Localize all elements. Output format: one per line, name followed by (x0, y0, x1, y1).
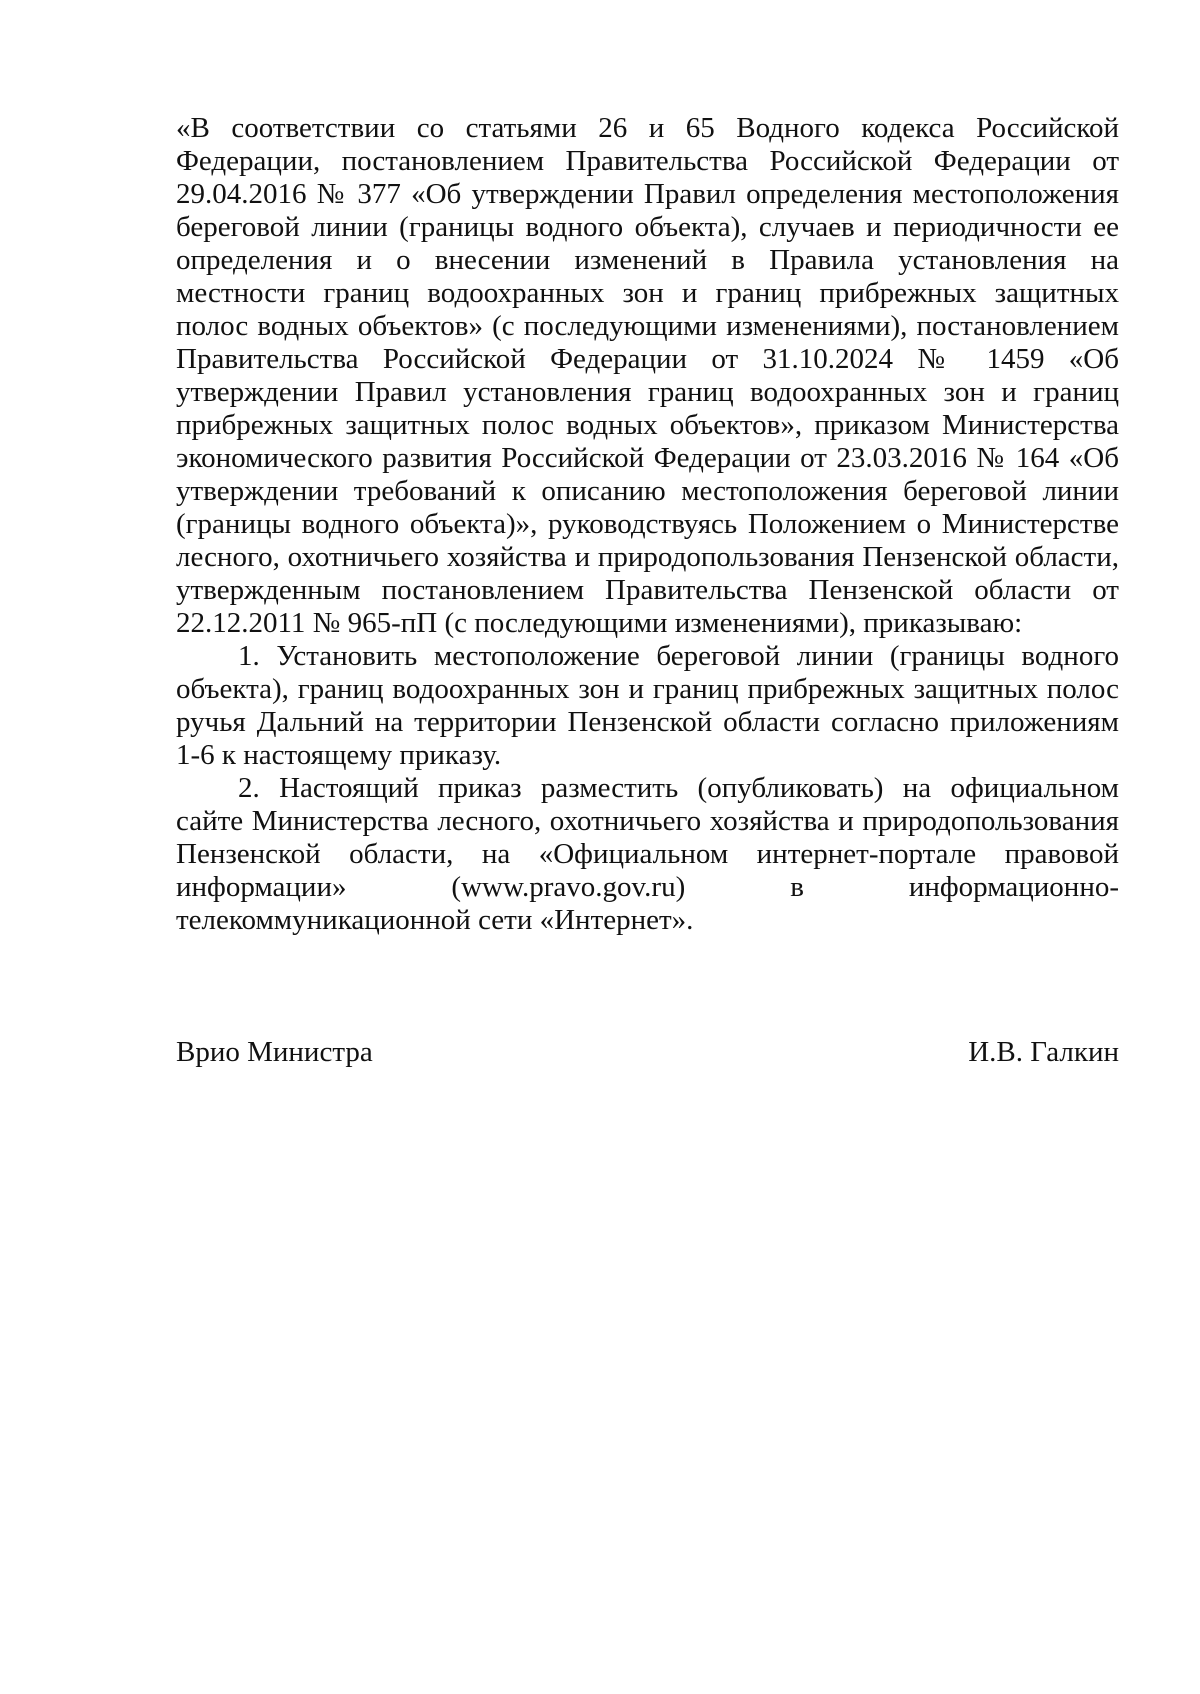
order-item-1: 1. Установить местоположение береговой линии (границы водного объекта), границ водоохранных зон и границ прибрежных защитных полос ручья Дальний на территории Пензенской области согласно приложениям 1-6 к настоящему приказу. (176, 640, 1119, 771)
signature-block (176, 1036, 1119, 1069)
preamble-paragraph: «В соответствии со статьями 26 и 65 Водного кодекса Российской Федерации, постановлением Правительства Российской Федерации от 29.04.2016 № 377 «Об утверждении Правил определения местоположения береговой линии (границы водного объекта), случаев и периодичности ее определения и о внесении изменений в Правила установления на местности границ водоохранных зон и границ прибрежных защитных полос водных объектов» (с последующими изменениями), постановлением Правительства Российской Федерации от 31.10.2024 № 1459 «Об утверждении Правил установления границ водоохранных зон и границ прибрежных защитных полос водных объектов», приказом Министерства экономического развития Российской Федерации от 23.03.2016 № 164 «Об утверждении требований к описанию местоположения береговой линии (границы водного объекта)», руководствуясь Положением о Министерстве лесного, охотничьего хозяйства и природопользования Пензенской области, утвержденным постановлением Правительства Пензенской области от 22.12.2011 № 965-пП (с последующими изменениями), приказываю: (176, 112, 1119, 639)
document-body (176, 112, 1119, 937)
signatory-name: И.В. Галкин (968, 1036, 1119, 1068)
signatory-position: Врио Министра (176, 1036, 373, 1068)
order-item-2: 2. Настоящий приказ разместить (опубликовать) на официальном сайте Министерства лесного, охотничьего хозяйства и природопользования Пензенской области, на «Официальном интернет-портале правовой информации» (www.pravo.gov.ru) в информационно-телекоммуникационной сети «Интернет». (176, 772, 1119, 936)
